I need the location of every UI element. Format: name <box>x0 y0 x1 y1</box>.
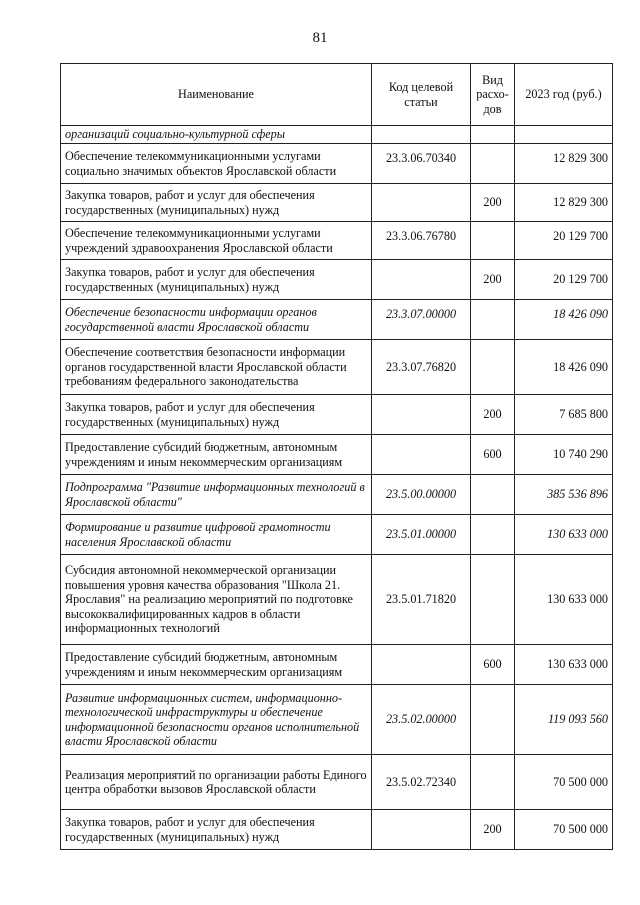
row-amount: 130 633 000 <box>515 645 613 685</box>
table-row <box>61 144 613 184</box>
row-name: Обеспечение телекоммуникационными услугами учреждений здравоохранения Ярославской области <box>61 222 372 260</box>
row-type <box>471 300 515 340</box>
row-amount: 18 426 090 <box>515 340 613 395</box>
table-row <box>61 755 613 810</box>
row-type <box>471 515 515 555</box>
row-amount: 119 093 560 <box>515 685 613 755</box>
row-type <box>471 685 515 755</box>
table-row <box>61 555 613 645</box>
row-name: Субсидия автономной некоммерческой организации повышения уровня качества образования "Школа 21. Ярославия" на реализацию мероприятий по подготовке высококвалифицированных кадров в области информационных технологий <box>61 555 372 645</box>
table-row <box>61 300 613 340</box>
row-name: Формирование и развитие цифровой грамотности населения Ярославской области <box>61 515 372 555</box>
table-row <box>61 260 613 300</box>
row-type <box>471 340 515 395</box>
table-row <box>61 340 613 395</box>
table-row <box>61 810 613 850</box>
row-code: 23.5.02.00000 <box>372 685 471 755</box>
table-row <box>61 222 613 260</box>
row-code <box>372 260 471 300</box>
table-row <box>61 126 613 144</box>
row-name: Подпрограмма "Развитие информационных технологий в Ярославской области" <box>61 475 372 515</box>
row-code: 23.5.01.00000 <box>372 515 471 555</box>
header-amount: 2023 год (руб.) <box>515 64 613 126</box>
page-number: 81 <box>312 30 328 46</box>
row-type <box>471 126 515 144</box>
row-code <box>372 184 471 222</box>
row-type <box>471 555 515 645</box>
row-code: 23.3.07.76820 <box>372 340 471 395</box>
row-code <box>372 645 471 685</box>
table-header-row <box>61 64 613 126</box>
row-amount: 20 129 700 <box>515 222 613 260</box>
row-type <box>471 755 515 810</box>
row-code <box>372 126 471 144</box>
row-code: 23.5.00.00000 <box>372 475 471 515</box>
budget-table <box>60 63 613 850</box>
row-amount <box>515 126 613 144</box>
row-code: 23.5.02.72340 <box>372 755 471 810</box>
row-amount: 385 536 896 <box>515 475 613 515</box>
table-row <box>61 645 613 685</box>
row-amount: 10 740 290 <box>515 435 613 475</box>
row-type: 200 <box>471 395 515 435</box>
row-type: 600 <box>471 435 515 475</box>
row-name: организаций социально-культурной сферы <box>61 126 372 144</box>
row-name: Закупка товаров, работ и услуг для обеспечения государственных (муниципальных) нужд <box>61 184 372 222</box>
row-name: Предоставление субсидий бюджетным, автономным учреждениям и иным некоммерческим организациям <box>61 645 372 685</box>
table-row <box>61 515 613 555</box>
row-amount: 70 500 000 <box>515 810 613 850</box>
table-row <box>61 685 613 755</box>
table-row <box>61 435 613 475</box>
row-name: Развитие информационных систем, информационно-технологической инфраструктуры и обеспечение информационной безопасности органов исполнительной власти Ярославской области <box>61 685 372 755</box>
row-type: 600 <box>471 645 515 685</box>
table-body <box>61 126 613 850</box>
row-name: Обеспечение телекоммуникационными услугами социально значимых объектов Ярославской области <box>61 144 372 184</box>
row-code: 23.3.06.76780 <box>372 222 471 260</box>
row-amount: 7 685 800 <box>515 395 613 435</box>
row-type: 200 <box>471 260 515 300</box>
row-code <box>372 810 471 850</box>
header-code: Код целевой статьи <box>372 64 471 126</box>
row-name: Предоставление субсидий бюджетным, автономным учреждениям и иным некоммерческим организациям <box>61 435 372 475</box>
row-amount: 12 829 300 <box>515 184 613 222</box>
row-code: 23.5.01.71820 <box>372 555 471 645</box>
row-code <box>372 435 471 475</box>
row-name: Закупка товаров, работ и услуг для обеспечения государственных (муниципальных) нужд <box>61 395 372 435</box>
table-row <box>61 475 613 515</box>
row-type: 200 <box>471 184 515 222</box>
row-amount: 130 633 000 <box>515 555 613 645</box>
row-name: Закупка товаров, работ и услуг для обеспечения государственных (муниципальных) нужд <box>61 810 372 850</box>
row-type <box>471 475 515 515</box>
row-code: 23.3.07.00000 <box>372 300 471 340</box>
row-amount: 12 829 300 <box>515 144 613 184</box>
row-type <box>471 222 515 260</box>
row-name: Обеспечение соответствия безопасности информации органов государственной власти Ярославской области требованиям федерального законодательства <box>61 340 372 395</box>
row-amount: 18 426 090 <box>515 300 613 340</box>
table-row <box>61 395 613 435</box>
row-code <box>372 395 471 435</box>
row-type: 200 <box>471 810 515 850</box>
row-type <box>471 144 515 184</box>
row-code: 23.3.06.70340 <box>372 144 471 184</box>
row-name: Реализация мероприятий по организации работы Единого центра обработки вызовов Ярославской области <box>61 755 372 810</box>
row-name: Обеспечение безопасности информации органов государственной власти Ярославской области <box>61 300 372 340</box>
row-amount: 20 129 700 <box>515 260 613 300</box>
row-amount: 130 633 000 <box>515 515 613 555</box>
table-row <box>61 184 613 222</box>
header-name: Наименование <box>61 64 372 126</box>
row-name: Закупка товаров, работ и услуг для обеспечения государственных (муниципальных) нужд <box>61 260 372 300</box>
row-amount: 70 500 000 <box>515 755 613 810</box>
header-type: Вид расхо-дов <box>471 64 515 126</box>
